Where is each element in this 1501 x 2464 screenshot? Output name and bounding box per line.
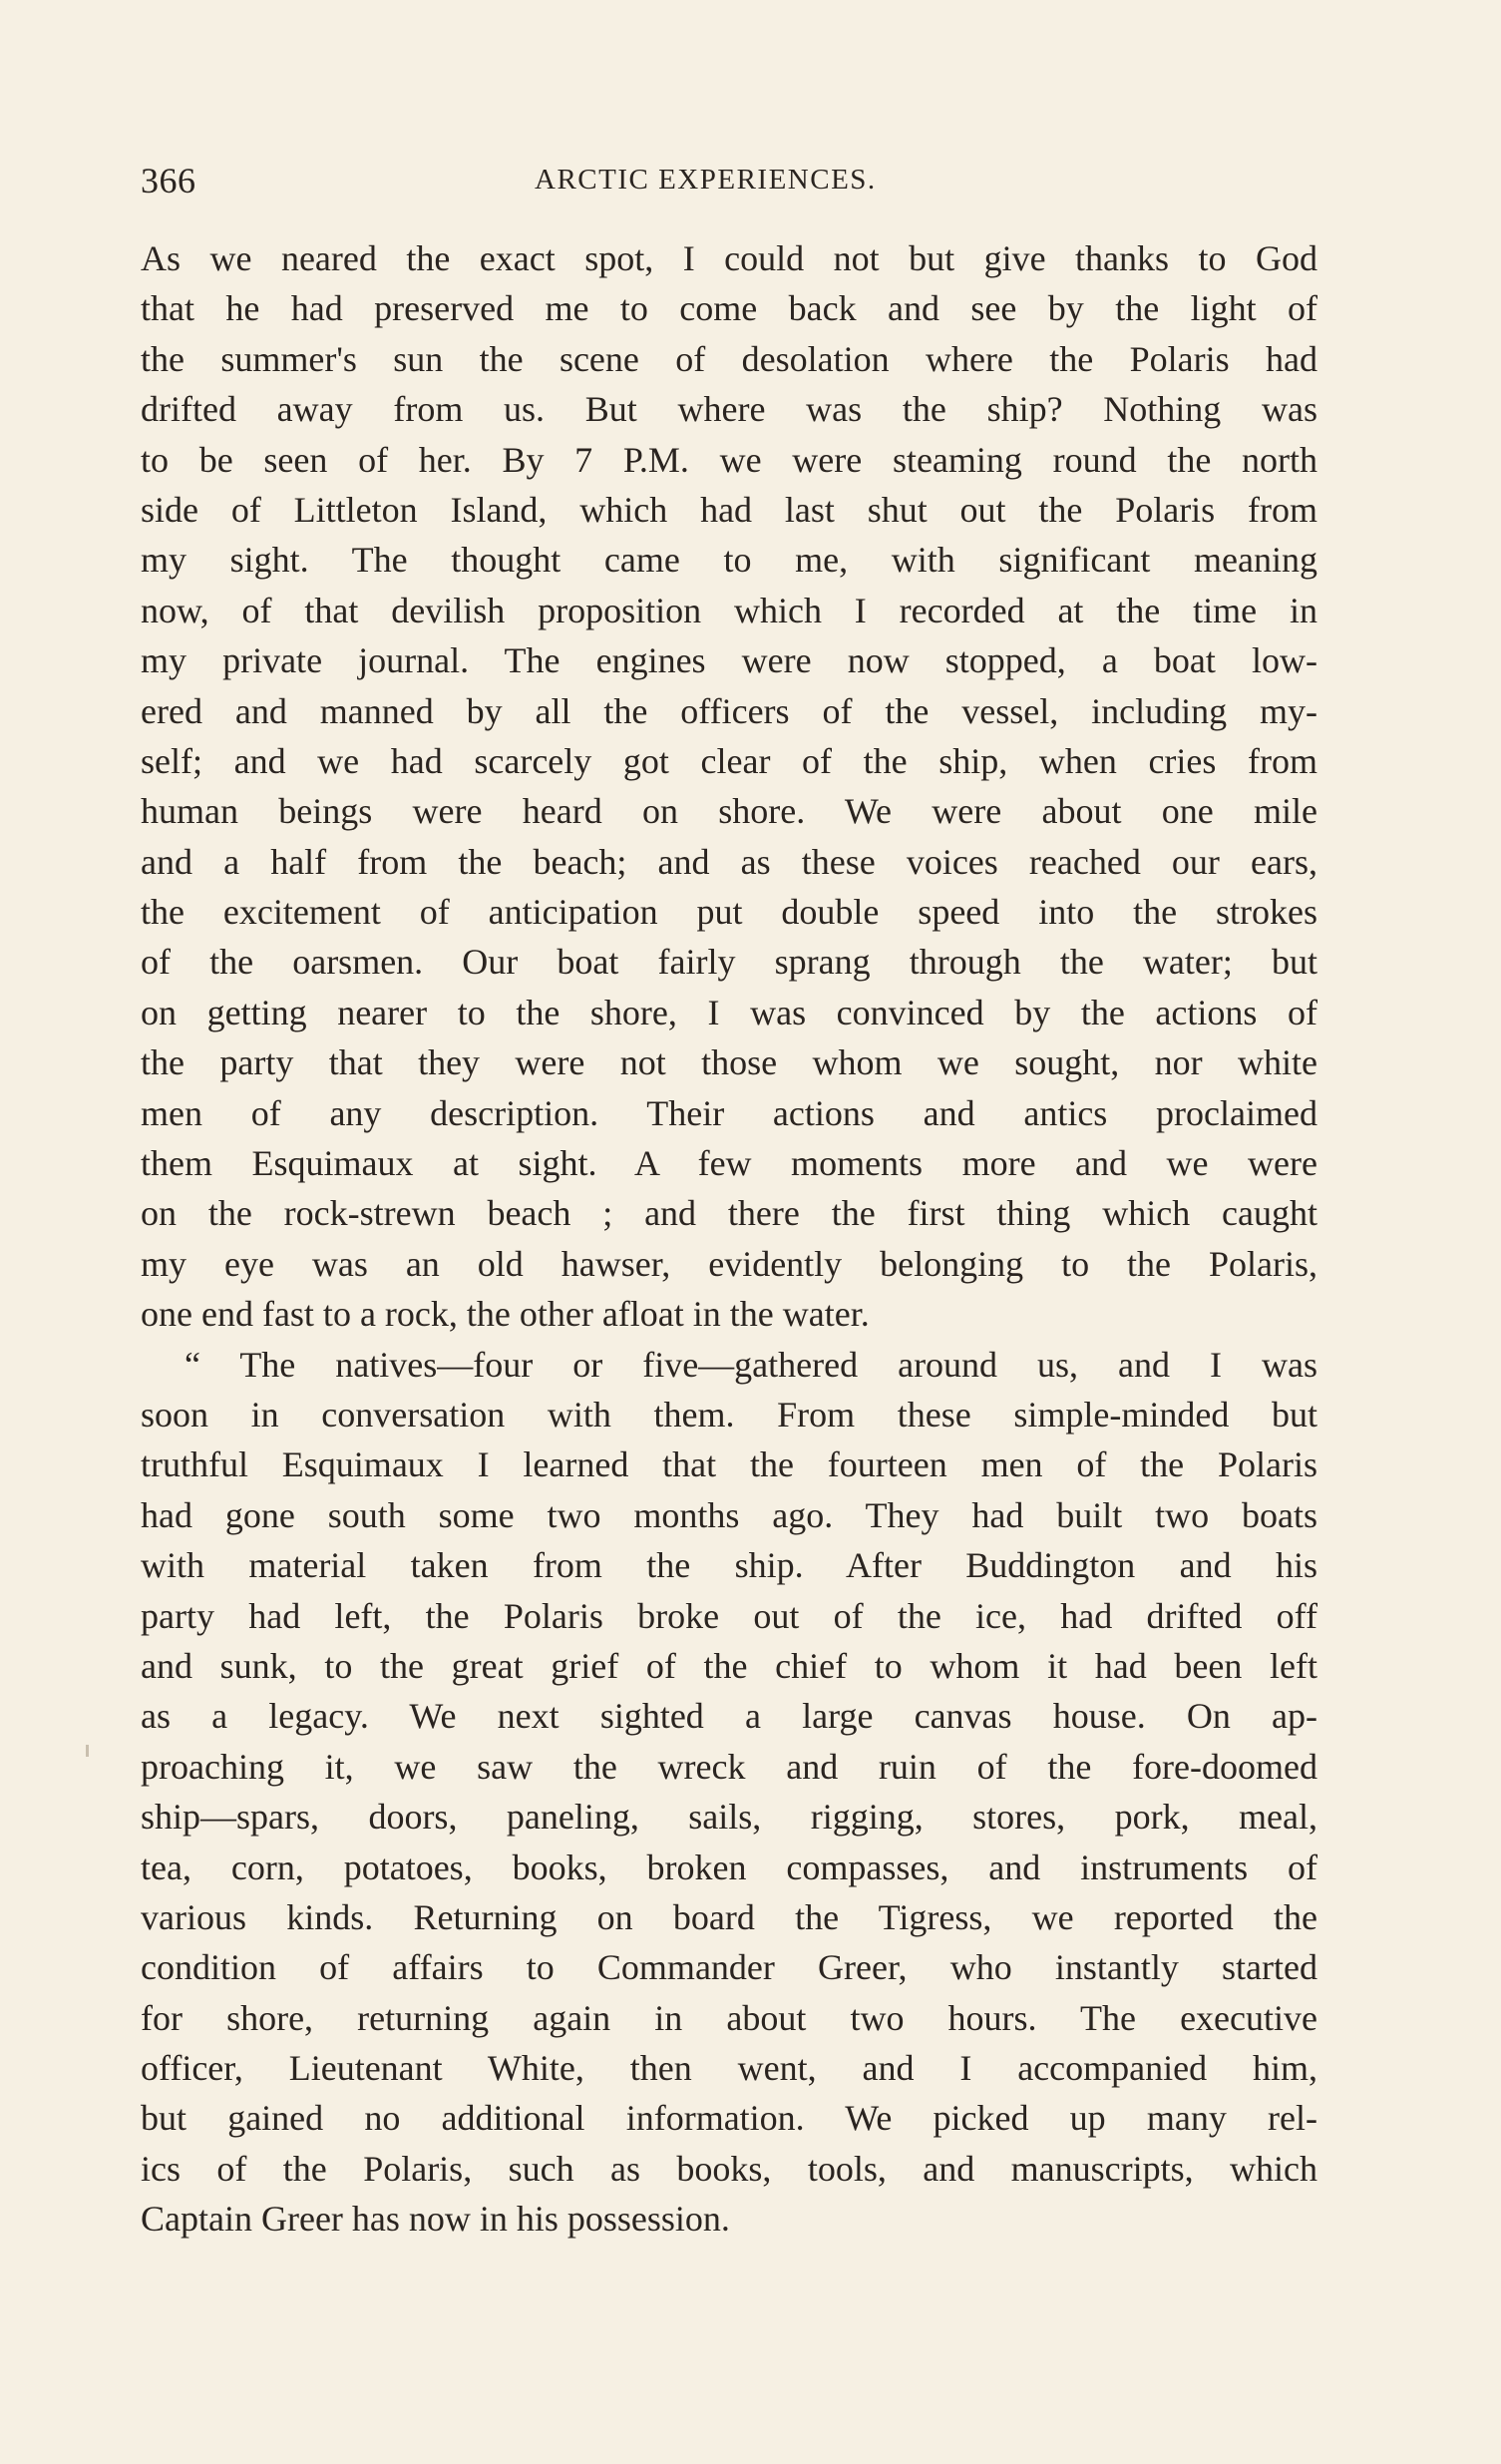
text-line: that he had preserved me to come back and see by the light of (141, 288, 1317, 329)
page-header (141, 160, 1317, 209)
text-line: the party that they were not those whom we sought, nor white (141, 1042, 1317, 1083)
text-line: human beings were heard on shore. We were about one mile (141, 791, 1317, 832)
text-line: now, of that devilish proposition which I recorded at the time in (141, 590, 1317, 630)
text-line: but gained no additional information. We picked up many rel- (141, 2098, 1317, 2139)
text-line: ship—spars, doors, paneling, sails, rigging, stores, pork, meal, (141, 1797, 1317, 1838)
text-line: various kinds. Returning on board the Tigress, we reported the (141, 1896, 1317, 1937)
page-number: 366 (141, 161, 196, 201)
text-line: to be seen of her. By 7 P.M. we were steaming round the north (141, 439, 1317, 480)
text-line: as a legacy. We next sighted a large canvas house. On ap- (141, 1696, 1317, 1737)
text-line: on the rock-strewn beach ; and there the first thing which caught (141, 1193, 1317, 1234)
text-line: my eye was an old hawser, evidently belonging to the Polaris, (141, 1243, 1317, 1284)
text-line: on getting nearer to the shore, I was convinced by the actions of (141, 992, 1317, 1032)
text-line: self; and we had scarcely got clear of the ship, when cries from (141, 740, 1317, 781)
text-line: the excitement of anticipation put double speed into the strokes (141, 892, 1317, 933)
running-title: ARCTIC EXPERIENCES. (535, 164, 877, 196)
text-line: had gone south some two months ago. They had built two boats (141, 1494, 1317, 1535)
text-line: my private journal. The engines were now stopped, a boat low- (141, 640, 1317, 681)
text-line: for shore, returning again in about two hours. The executive (141, 1997, 1317, 2038)
text-line: and sunk, to the great grief of the chief to whom it had been left (141, 1645, 1317, 1686)
margin-mark (86, 1745, 89, 1757)
text-line: my sight. The thought came to me, with significant meaning (141, 540, 1317, 581)
text-line: ered and manned by all the officers of the vessel, including my- (141, 690, 1317, 731)
text-line: “ The natives—four or five—gathered around us, and I was (185, 1344, 1317, 1385)
text-line: drifted away from us. But where was the ship? Nothing was (141, 389, 1317, 430)
text-line: proaching it, we saw the wreck and ruin of the fore-doomed (141, 1746, 1317, 1787)
text-line: ics of the Polaris, such as books, tools, and manuscripts, which (141, 2148, 1317, 2189)
text-line: As we neared the exact spot, I could not but give thanks to God (141, 238, 1317, 278)
text-line: one end fast to a rock, the other afloat in the water. (141, 1294, 870, 1335)
text-line: condition of affairs to Commander Greer, who instantly started (141, 1947, 1317, 1988)
text-line: tea, corn, potatoes, books, broken compasses, and instruments of (141, 1847, 1317, 1887)
text-line: party had left, the Polaris broke out of the ice, had drifted off (141, 1595, 1317, 1636)
text-line: them Esquimaux at sight. A few moments more and we were (141, 1143, 1317, 1184)
text-line: side of Littleton Island, which had last shut out the Polaris from (141, 489, 1317, 530)
text-line: soon in conversation with them. From these simple-minded but (141, 1394, 1317, 1435)
text-line: and a half from the beach; and as these voices reached our ears, (141, 841, 1317, 882)
text-line: truthful Esquimaux I learned that the fourteen men of the Polaris (141, 1444, 1317, 1485)
text-line: with material taken from the ship. After Buddington and his (141, 1545, 1317, 1586)
body-text (141, 233, 1317, 2245)
text-line: Captain Greer has now in his possession. (141, 2199, 730, 2240)
text-line: men of any description. Their actions and antics proclaimed (141, 1092, 1317, 1133)
text-line: officer, Lieutenant White, then went, and I accompanied him, (141, 2048, 1317, 2089)
text-line: the summer's sun the scene of desolation where the Polaris had (141, 338, 1317, 379)
text-line: of the oarsmen. Our boat fairly sprang through the water; but (141, 942, 1317, 983)
